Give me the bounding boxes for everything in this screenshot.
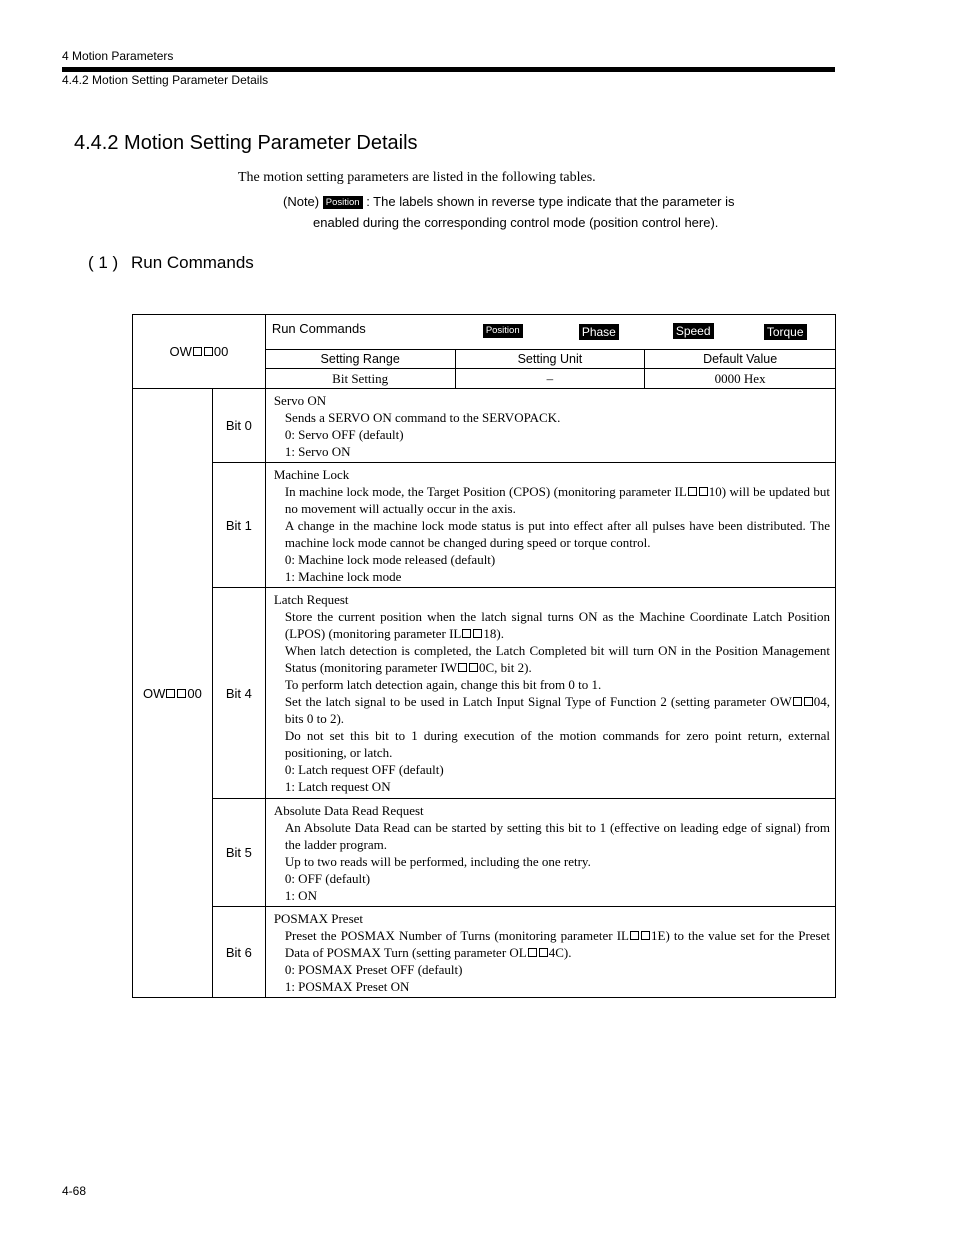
- placeholder-box-icon: [204, 347, 213, 356]
- run-commands-table: [132, 314, 836, 998]
- note-line-2: enabled during the corresponding control mode (position control here).: [313, 215, 719, 230]
- subsection-number: ( 1 ): [88, 253, 119, 272]
- register-cell: OW 00: [133, 315, 266, 389]
- placeholder-box-icon: [193, 347, 202, 356]
- col-header-setting-range: Setting Range: [265, 350, 455, 369]
- bit-description: Machine Lock In machine lock mode, the Target Position (CPOS) (monitoring parameter IL 10) will be updated but no movement will actually occur in the axis. A change in the machine lock mode status is put into effect after all pulses have been distributed. The machine lock mode cannot be changed during speed or torque control. 0: Machine lock mode released (default) 1: Machine lock mode: [265, 463, 835, 588]
- bit-label: Bit 5: [212, 799, 265, 907]
- default-value: 0000 Hex: [645, 369, 836, 389]
- page-number: 4-68: [62, 1184, 87, 1198]
- parameter-name-cell: [265, 315, 835, 350]
- bit-description: Latch Request Store the current position when the latch signal turns ON as the Machine Coordinate Latch Position (LPOS) (monitoring parameter IL 18). When latch detection is completed, the Latch Completed bit will turn ON in the Position Management Status (monitoring parameter IW 0C, bit 2). To perform latch detection again, change this bit from 0 to 1. Set the latch signal to be used in Latch Input Signal Type of Function 2 (setting parameter OW 04, bits 0 to 2). Do not set this bit to 1 during execution of the motion commands for zero point return, external positioning, or latch. 0: Latch request OFF (default) 1: Latch request ON: [265, 588, 835, 799]
- subsection-heading: [88, 253, 254, 273]
- bit-label: Bit 0: [212, 389, 265, 463]
- setting-unit-value: –: [455, 369, 645, 389]
- running-header-chapter: 4 Motion Parameters: [62, 49, 174, 63]
- bit-description: POSMAX Preset Preset the POSMAX Number of Turns (monitoring parameter IL 1E) to the value set for the Preset Data of POSMAX Turn (setting parameter OL 4C). 0: POSMAX Preset OFF (default) 1: POSMAX Preset ON: [265, 907, 835, 998]
- bit-description: Servo ON Sends a SERVO ON command to the SERVOPACK. 0: Servo OFF (default) 1: Servo ON: [265, 389, 835, 463]
- parameter-name: Run Commands: [271, 321, 366, 336]
- mode-tag-torque: Torque: [764, 324, 807, 340]
- bit-label: Bit 1: [212, 463, 265, 588]
- setting-range-value: Bit Setting: [265, 369, 455, 389]
- bit-label: Bit 6: [212, 907, 265, 998]
- register-cell-left: OW 00: [133, 389, 213, 998]
- table-row: [133, 463, 836, 588]
- intro-text: The motion setting parameters are listed in the following tables.: [238, 170, 596, 185]
- subsection-name: Run Commands: [130, 253, 254, 272]
- table-row: [133, 588, 836, 799]
- mode-tag-position: Position: [483, 324, 523, 338]
- table-row: [133, 907, 836, 998]
- table-row: [133, 389, 836, 463]
- bit-description: Absolute Data Read Request An Absolute Data Read can be started by setting this bit to 1 (effective on leading edge of signal) from the ladder program. Up to two reads will be performed, including the one retry. 0: OFF (default) 1: ON: [265, 799, 835, 907]
- note-text-1: : The labels shown in reverse type indicate that the parameter is: [366, 194, 735, 209]
- table-row: [133, 799, 836, 907]
- placeholder-box-icon: [166, 689, 175, 698]
- mode-tag-phase: Phase: [579, 324, 619, 340]
- note-position-tag: Position: [323, 196, 363, 210]
- col-header-setting-unit: Setting Unit: [455, 350, 645, 369]
- section-title: 4.4.2 Motion Setting Parameter Details: [74, 132, 418, 154]
- bit-label: Bit 4: [212, 588, 265, 799]
- header-rule: [62, 67, 835, 72]
- note-line-1: [283, 194, 734, 209]
- placeholder-box-icon: [177, 689, 186, 698]
- mode-tag-speed: Speed: [673, 323, 714, 339]
- col-header-default-value: Default Value: [645, 350, 836, 369]
- running-header-section: 4.4.2 Motion Setting Parameter Details: [62, 73, 269, 87]
- note-label: (Note): [283, 194, 320, 209]
